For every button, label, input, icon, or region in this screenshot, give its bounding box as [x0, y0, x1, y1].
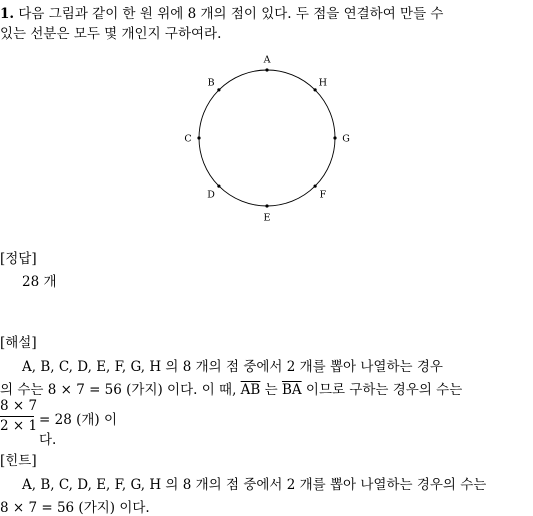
- point-c: [197, 136, 200, 139]
- explanation-label: [해설]: [0, 335, 37, 351]
- fraction-line: [0, 398, 120, 448]
- point-label-c: C: [184, 133, 192, 145]
- point-d: [217, 185, 220, 188]
- point-h: [314, 88, 317, 91]
- problem-text-2: 있는 선분은 모두 몇 개인지 구하여라.: [0, 26, 222, 42]
- point-f: [314, 185, 317, 188]
- segment-ab: $\overline{AB}$: [240, 382, 261, 398]
- point-a: [265, 68, 268, 71]
- problem-number: 1.: [0, 6, 15, 22]
- explanation-text-2c: 이므로 구하는 경우의 수는: [301, 382, 463, 398]
- explanation-text-2b: 는: [260, 382, 282, 398]
- segment-ba: $\overline{BA}$: [281, 382, 302, 398]
- fraction-bar: [0, 416, 34, 417]
- hint-line-2: [0, 496, 533, 516]
- explanation-text-2a: 의 수는 8 × 7 = 56 (가지) 이다. 이 때,: [0, 382, 241, 398]
- explanation-line-2: [0, 378, 533, 398]
- fraction-numerator: 8 × 7: [0, 398, 38, 414]
- point-label-h: H: [318, 77, 328, 89]
- fraction-result: = 28 (개) 이다.: [39, 412, 117, 448]
- hint-text-1: A, B, C, D, E, F, G, H 의 8 개의 점 중에서 2 개를 뽑아 나열하는 경우의 수는: [22, 477, 487, 493]
- fraction-denominator: 2 × 1: [0, 418, 38, 434]
- point-label-e: E: [263, 212, 271, 224]
- answer-label: [정답]: [0, 251, 37, 267]
- answer-value: 28 개: [22, 274, 57, 290]
- point-label-g: G: [342, 133, 350, 145]
- point-b: [217, 88, 220, 91]
- point-label-a: A: [263, 54, 271, 66]
- hint-label: [힌트]: [0, 453, 37, 469]
- point-label-f: F: [319, 189, 327, 201]
- point-label-b: B: [207, 77, 215, 89]
- problem-text-1: 다음 그림과 같이 한 원 위에 8 개의 점이 있다. 두 점을 연결하여 만들 수: [18, 6, 444, 22]
- point-g: [333, 136, 336, 139]
- point-e: [265, 204, 268, 207]
- point-label-d: D: [207, 189, 215, 201]
- hint-text-2: 8 × 7 = 56 (가지) 이다.: [0, 500, 150, 516]
- explanation-text-1: A, B, C, D, E, F, G, H 의 8 개의 점 중에서 2 개를 뽑아 나열하는 경우: [22, 359, 443, 375]
- circle-figure: [0, 0, 533, 240]
